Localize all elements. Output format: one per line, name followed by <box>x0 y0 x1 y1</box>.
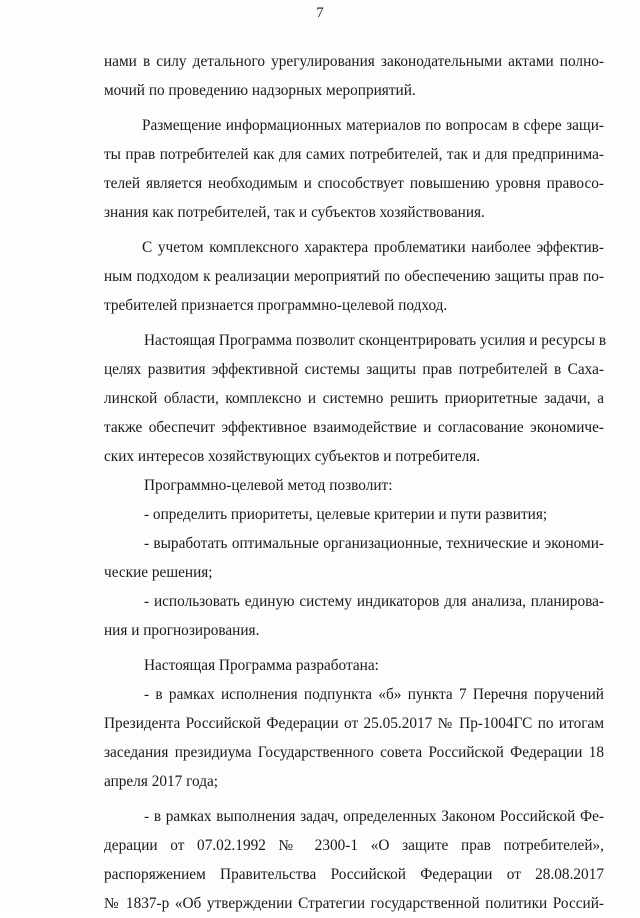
text-line: ным подходом к реализации мероприятий по обеспечению защиты прав по- <box>104 268 604 285</box>
text-line: телей является необходимым и способствует повышению уровня правосо- <box>104 175 604 192</box>
text-line: дерации от 07.02.1992 № 2300-1 «О защите прав потребителей», <box>104 837 604 854</box>
text-line: ческие решения; <box>104 564 213 581</box>
paragraph-first-line: Размещение информационных материалов по вопросам в сфере защи- <box>142 117 604 134</box>
text-line: ния и прогнозирования. <box>104 622 260 639</box>
paragraph-first-line: Настоящая Программа разработана: <box>144 657 379 674</box>
text-line: распоряжением Правительства Российской Федерации от 28.08.2017 <box>104 866 604 883</box>
text-line: знания как потребителей, так и субъектов хозяйствования. <box>104 204 485 221</box>
text-line: № 1837-р «Об утверждении Стратегии государственной политики Россий- <box>104 895 604 912</box>
page-number: 7 <box>316 5 324 21</box>
list-item: - использовать единую систему индикаторов для анализа, планирова- <box>144 593 604 610</box>
list-item: - в рамках исполнения подпункта «б» пункта 7 Перечня поручений <box>144 686 604 703</box>
text-line: заседания президиума Государственного совета Российской Федерации 18 <box>104 744 604 761</box>
body-text <box>104 47 607 918</box>
text-line: линской области, комплексно и системно решить приоритетные задачи, а <box>104 390 604 407</box>
text-line: нами в силу детального урегулирования законодательными актами полно- <box>104 53 604 70</box>
text-line: также обеспечит эффективное взаимодействие и согласование экономиче- <box>104 419 604 436</box>
text-line: мочий по проведению надзорных мероприятий. <box>104 82 416 99</box>
paragraph-first-line: Программно-целевой метод позволит: <box>144 477 393 494</box>
text-line: ты прав потребителей как для самих потребителей, так и для предпринима- <box>104 146 604 163</box>
paragraph-first-line: Настоящая Программа позволит сконцентрировать усилия и ресурсы в <box>144 332 607 349</box>
text-line: апреля 2017 года; <box>104 773 219 790</box>
text-line: Президента Российской Федерации от 25.05.2017 № Пр-1004ГС по итогам <box>104 715 604 732</box>
list-item: - выработать оптимальные организационные, технические и экономи- <box>144 535 604 552</box>
text-line: целях развития эффективной системы защиты прав потребителей в Саха- <box>104 361 604 378</box>
list-item: - определить приоритеты, целевые критерии и пути развития; <box>144 506 548 523</box>
text-line: требителей признается программно-целевой подход. <box>104 297 448 314</box>
list-item: - в рамках выполнения задач, определенных Законом Российской Фе- <box>144 808 604 825</box>
text-line: ских интересов хозяйствующих субъектов и потребителя. <box>104 448 481 465</box>
paragraph-first-line: С учетом комплексного характера проблематики наиболее эффектив- <box>142 239 604 256</box>
